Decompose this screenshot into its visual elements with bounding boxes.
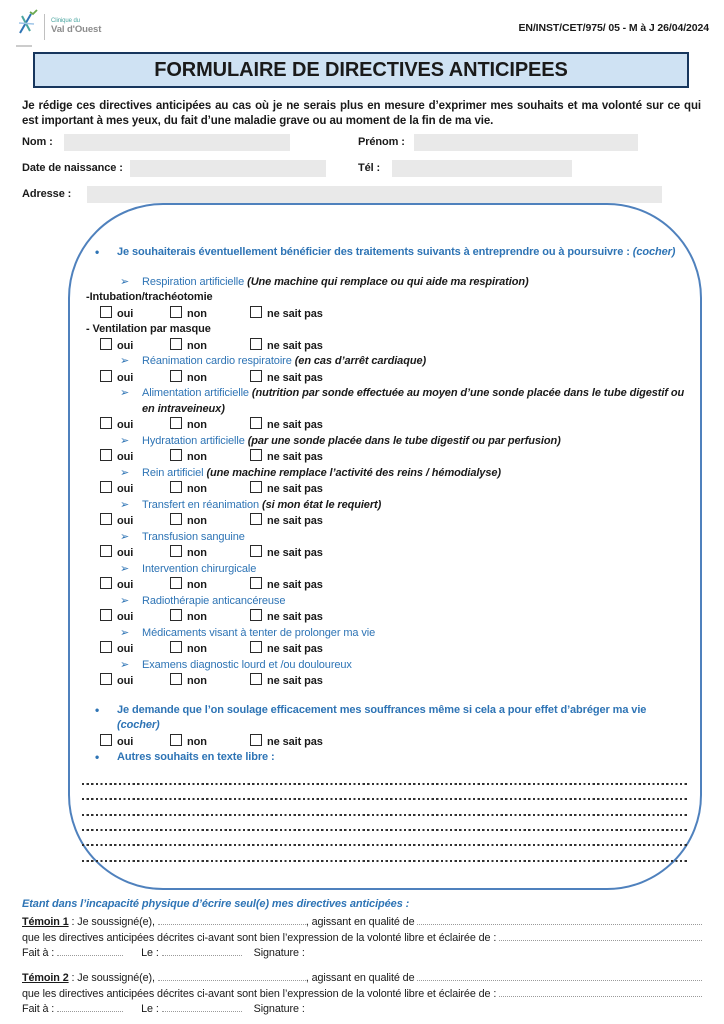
checkbox-label-oui: oui (117, 643, 134, 655)
prenom-label: Prénom : (358, 136, 405, 148)
checkbox-row (100, 545, 700, 562)
checkbox-ne-sait-pas[interactable] (250, 449, 262, 461)
checkbox-label-oui: oui (117, 451, 134, 463)
arrow-bullet-icon: ➢ (120, 658, 130, 671)
intro-paragraph: Je rédige ces directives anticipées au cas où je ne serais plus en mesure d’exprimer mes souhaits et ma volonté sur ce qui est important à mes yeux, du fait d’une maladie grave ou au moment de la fin de ma vie. (22, 100, 701, 127)
clinic-logo (16, 9, 101, 45)
checkbox-ne-sait-pas[interactable] (250, 673, 262, 685)
checkbox-label-oui: oui (117, 579, 134, 591)
checkbox-oui[interactable] (100, 370, 112, 382)
attestation-text: que les directives anticipées décrites ci-avant sont bien l’expression de la volonté libre et éclairée de : (22, 987, 500, 1000)
checkbox-row (100, 481, 700, 498)
checkbox-label-non: non (187, 579, 207, 591)
checkbox-ne-sait-pas[interactable] (250, 545, 262, 557)
fait-a-label: Fait à : (22, 947, 58, 959)
checkbox-label-oui: oui (117, 547, 134, 559)
dotted-line (82, 816, 688, 831)
treatment-label: Rein artificiel (142, 466, 204, 479)
temoin-line-1 (22, 971, 702, 987)
temoin-2-label: Témoin 2 (22, 972, 69, 984)
treatment-note: (Une machine qui remplace ou qui aide ma respiration) (247, 275, 529, 288)
checkbox-oui[interactable] (100, 673, 112, 685)
temoin-line-3 (22, 1002, 702, 1018)
checkbox-non[interactable] (170, 673, 182, 685)
temoin-line-2 (22, 987, 702, 1003)
checkbox-label-ne-sait-pas: ne sait pas (267, 339, 323, 352)
dotted-leader (158, 972, 306, 981)
treatment-label: Hydratation artificielle (142, 434, 245, 447)
checkbox-row (100, 417, 700, 434)
checkbox-non[interactable] (170, 306, 182, 318)
checkbox-label-oui: oui (117, 611, 134, 623)
treatment-label: Radiothérapie anticancéreuse (142, 594, 286, 607)
treatment-sublabel: -Intubation/trachéotomie (86, 291, 213, 303)
soulagement-heading (95, 703, 688, 734)
checkbox-label-oui: oui (117, 371, 134, 384)
checkbox-label-non: non (187, 451, 207, 463)
date-naissance-input[interactable] (130, 160, 326, 177)
checkbox-label-non: non (187, 339, 207, 352)
checkbox-non[interactable] (170, 338, 182, 350)
checkbox-oui[interactable] (100, 306, 112, 318)
checkbox-non[interactable] (170, 513, 182, 525)
soussigne-text: : Je soussigné(e), (68, 916, 158, 928)
dotted-line (82, 831, 688, 846)
temoin-line-3 (22, 946, 702, 962)
dotted-leader (417, 916, 702, 925)
tel-label: Tél : (358, 162, 381, 174)
checkbox-non[interactable] (170, 370, 182, 382)
autres-heading (95, 750, 688, 766)
dotted-leader (162, 947, 242, 956)
checkbox-non[interactable] (170, 734, 182, 746)
treatment-sublabel: - Ventilation par masque (86, 323, 211, 335)
signature-label: Signature : (253, 947, 308, 959)
directives-box (68, 203, 702, 890)
treatment-item (120, 530, 686, 546)
checkbox-oui[interactable] (100, 481, 112, 493)
temoin-line-1 (22, 915, 702, 931)
checkbox-label-oui: oui (117, 675, 134, 687)
checkbox-label-ne-sait-pas: ne sait pas (267, 515, 323, 527)
checkbox-non[interactable] (170, 609, 182, 621)
treatment-item (120, 626, 686, 642)
dotted-line (82, 785, 688, 800)
attestation-text: que les directives anticipées décrites ci-avant sont bien l’expression de la volonté libre et éclairée de : (22, 931, 500, 944)
checkbox-label-ne-sait-pas: ne sait pas (267, 419, 323, 431)
soulagement-heading-text: Je demande que l’on soulage efficacement mes souffrances même si cela a pour effet d’abréger ma vie (117, 703, 647, 716)
arrow-bullet-icon: ➢ (120, 530, 130, 543)
checkbox-oui[interactable] (100, 449, 112, 461)
treatment-label: Réanimation cardio respiratoire (142, 355, 292, 367)
temoin-1-label: Témoin 1 (22, 916, 69, 928)
arrow-bullet-icon: ➢ (120, 466, 130, 479)
adresse-label: Adresse : (22, 188, 72, 200)
checkbox-label-non: non (187, 675, 207, 687)
checkbox-row (100, 513, 700, 530)
checkbox-row (100, 641, 700, 658)
checkbox-label-oui: oui (117, 483, 134, 495)
checkbox-label-ne-sait-pas: ne sait pas (267, 675, 323, 687)
qualite-text: , agissant en qualité de (305, 916, 418, 928)
le-label: Le : (141, 947, 162, 959)
form-title-banner (33, 52, 689, 88)
treatments-list (70, 275, 700, 690)
checkbox-ne-sait-pas[interactable] (250, 338, 262, 350)
treatments-heading (95, 245, 688, 261)
adresse-input[interactable] (87, 186, 662, 203)
dotted-leader (499, 988, 702, 997)
checkbox-ne-sait-pas[interactable] (250, 513, 262, 525)
incapacite-heading: Etant dans l’incapacité physique d’écrire seul(e) mes directives anticipées : (22, 898, 410, 910)
checkbox-ne-sait-pas[interactable] (250, 734, 262, 746)
signature-label: Signature : (253, 1003, 308, 1015)
dotted-leader (417, 972, 702, 981)
tel-input[interactable] (392, 160, 572, 177)
arrow-bullet-icon: ➢ (120, 434, 130, 447)
checkbox-label-non: non (187, 307, 207, 320)
soulagement-cbrow-holder (70, 734, 700, 751)
treatment-label: Médicaments visant à tenter de prolonger ma vie (142, 626, 376, 639)
checkbox-oui[interactable] (100, 513, 112, 525)
checkbox-label-non: non (187, 483, 207, 495)
checkbox-row (100, 609, 700, 626)
bullet-icon: • (95, 702, 100, 717)
arrow-bullet-icon: ➢ (120, 498, 130, 511)
dotted-leader (158, 916, 306, 925)
soussigne-text: : Je soussigné(e), (68, 972, 158, 984)
qualite-text: , agissant en qualité de (305, 972, 418, 984)
dotted-leader (499, 932, 702, 941)
treatment-item (120, 275, 686, 291)
checkbox-label-non: non (187, 419, 207, 431)
fait-a-label: Fait à : (22, 1003, 58, 1015)
temoin-2-block (22, 971, 702, 1018)
temoin-1-block (22, 915, 702, 962)
checkbox-label-non: non (187, 371, 207, 384)
treatment-note: (nutrition par sonde effectuée au moyen d’une sonde placée dans le tube digestif ou en intraveineux) (142, 387, 685, 415)
checkbox-label-ne-sait-pas: ne sait pas (267, 611, 323, 623)
nom-label: Nom : (22, 136, 53, 148)
dotted-line (82, 770, 688, 785)
logo-subtext (16, 45, 32, 47)
checkbox-label-non: non (187, 735, 207, 748)
cocher-hint: (cocher) (117, 719, 160, 731)
checkbox-label-ne-sait-pas: ne sait pas (267, 579, 323, 591)
checkbox-label-oui: oui (117, 735, 134, 748)
arrow-bullet-icon: ➢ (120, 594, 130, 607)
treatment-item (120, 658, 686, 674)
checkbox-row (100, 338, 700, 355)
checkbox-label-ne-sait-pas: ne sait pas (267, 451, 323, 463)
dotted-line (82, 846, 688, 861)
treatment-note: (si mon état le requiert) (262, 498, 382, 511)
checkbox-label-oui: oui (117, 307, 134, 320)
dotted-line (82, 800, 688, 815)
checkbox-row (100, 449, 700, 466)
arrow-bullet-icon: ➢ (120, 275, 130, 288)
treatment-note: (en cas d’arrêt cardiaque) (294, 355, 427, 367)
checkbox-non[interactable] (170, 545, 182, 557)
checkbox-label-ne-sait-pas: ne sait pas (267, 371, 323, 384)
treatment-item (120, 434, 686, 450)
checkbox-row (100, 577, 700, 594)
checkbox-label-oui: oui (117, 339, 134, 352)
cocher-hint: (cocher) (632, 246, 676, 258)
checkbox-non[interactable] (170, 449, 182, 461)
checkbox-oui[interactable] (100, 417, 112, 429)
free-text-lines (82, 770, 688, 862)
checkbox-oui[interactable] (100, 577, 112, 589)
checkbox-label-ne-sait-pas: ne sait pas (267, 307, 323, 320)
date-naissance-label: Date de naissance : (22, 162, 123, 174)
bullet-icon: • (95, 245, 100, 259)
treatment-item (120, 498, 686, 514)
logo-val-douest: Val d'Ouest (51, 24, 102, 36)
checkbox-label-ne-sait-pas: ne sait pas (267, 483, 323, 495)
treatment-label: Transfert en réanimation (142, 498, 260, 511)
checkbox-oui[interactable] (100, 734, 112, 746)
logo-divider (44, 14, 45, 40)
checkbox-ne-sait-pas[interactable] (250, 370, 262, 382)
treatment-item (120, 354, 686, 370)
checkbox-non[interactable] (170, 417, 182, 429)
treatment-item (120, 386, 686, 417)
checkbox-row (100, 306, 700, 323)
checkbox-label-non: non (187, 611, 207, 623)
treatment-item (120, 466, 686, 482)
treatment-item (120, 562, 686, 578)
treatment-label: Respiration artificielle (142, 275, 245, 288)
prenom-input[interactable] (414, 134, 638, 151)
form-title: FORMULAIRE DE DIRECTIVES ANTICIPEES (154, 58, 568, 81)
le-label: Le : (141, 1003, 162, 1015)
checkbox-row (100, 673, 700, 690)
checkbox-label-non: non (187, 547, 207, 559)
document-reference: EN/INST/CET/975/ 05 - M à J 26/04/2024 (518, 22, 709, 34)
checkbox-label-ne-sait-pas: ne sait pas (267, 735, 323, 748)
treatment-note: (une machine remplace l’activité des reins / hémodialyse) (206, 466, 501, 479)
arrow-bullet-icon: ➢ (120, 355, 130, 367)
checkbox-label-oui: oui (117, 419, 134, 431)
temoin-line-2 (22, 931, 702, 947)
checkbox-ne-sait-pas[interactable] (250, 306, 262, 318)
checkbox-non[interactable] (170, 641, 182, 653)
nom-input[interactable] (64, 134, 290, 151)
logo-feather-icon (16, 8, 38, 47)
dotted-leader (57, 1003, 123, 1012)
arrow-bullet-icon: ➢ (120, 562, 130, 575)
checkbox-oui[interactable] (100, 609, 112, 621)
checkbox-row (100, 370, 700, 387)
checkbox-non[interactable] (170, 481, 182, 493)
treatment-label: Intervention chirurgicale (142, 562, 257, 575)
checkbox-label-non: non (187, 643, 207, 655)
checkbox-oui[interactable] (100, 545, 112, 557)
treatment-label: Transfusion sanguine (142, 530, 245, 543)
checkbox-ne-sait-pas[interactable] (250, 417, 262, 429)
treatment-note: (par une sonde placée dans le tube digestif ou par perfusion) (247, 434, 561, 447)
checkbox-label-oui: oui (117, 515, 134, 527)
logo-clinique-du: Clinique du (51, 18, 80, 25)
checkbox-ne-sait-pas[interactable] (250, 577, 262, 589)
checkbox-ne-sait-pas[interactable] (250, 609, 262, 621)
treatment-item (120, 594, 686, 610)
autres-heading-text: Autres souhaits en texte libre : (117, 751, 275, 763)
checkbox-label-non: non (187, 515, 207, 527)
checkbox-oui[interactable] (100, 641, 112, 653)
arrow-bullet-icon: ➢ (120, 387, 130, 399)
treatment-label: Examens diagnostic lourd et /ou douloureux (142, 658, 352, 671)
bullet-icon: • (95, 750, 100, 764)
checkbox-label-ne-sait-pas: ne sait pas (267, 643, 323, 655)
checkbox-non[interactable] (170, 577, 182, 589)
arrow-bullet-icon: ➢ (120, 626, 130, 639)
checkbox-label-ne-sait-pas: ne sait pas (267, 547, 323, 559)
dotted-leader (57, 947, 123, 956)
checkbox-ne-sait-pas[interactable] (250, 481, 262, 493)
treatments-heading-text: Je souhaiterais éventuellement bénéficier des traitements suivants à entreprendre ou à poursuivre : (117, 246, 630, 258)
dotted-leader (162, 1003, 242, 1012)
checkbox-oui[interactable] (100, 338, 112, 350)
treatment-label: Alimentation artificielle (142, 387, 249, 399)
checkbox-ne-sait-pas[interactable] (250, 641, 262, 653)
checkbox-row (100, 734, 700, 751)
